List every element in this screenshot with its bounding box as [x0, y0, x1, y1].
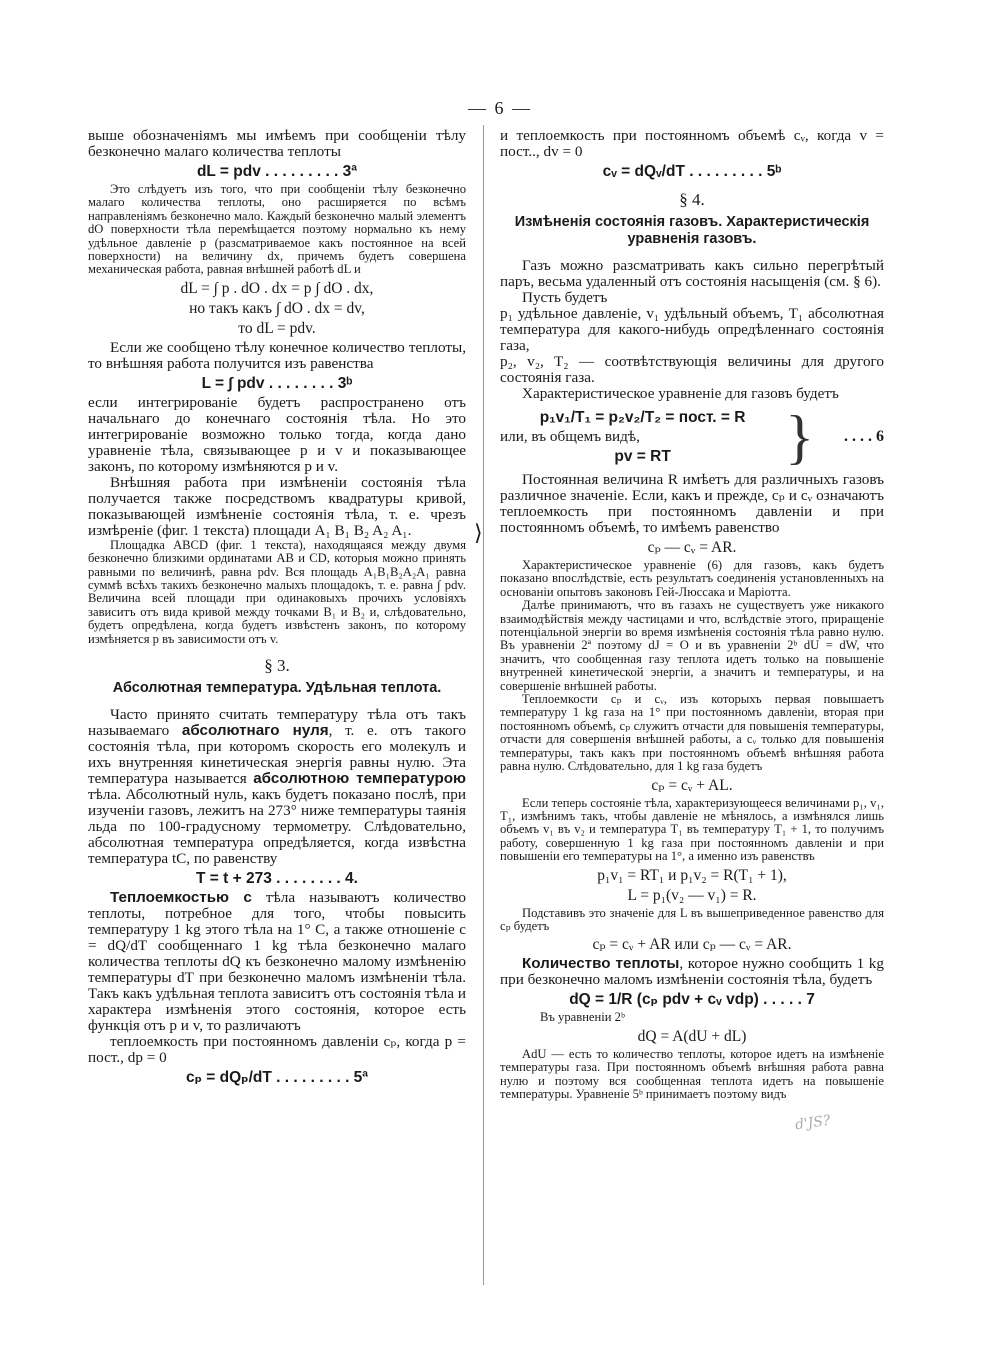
equation: dL = ∫ p . dO . dx = p ∫ dO . dx, [180, 279, 374, 297]
footnote-text: Это слѣдуетъ изъ того, что при сообщеніи тѣлу безконечно малаго количества теплоты, оно расширяется по всѣмъ направленіямъ безконечно мало. Каждый безконечно малый элементъ dO поверхности тѣла перемѣщается поэтому нормально къ нему удѣльное давленіе p (разсматриваемое какъ постоянное на всей поверхности) на величину dx, причемъ будетъ совершена механическая работа, равная внѣшней работѣ dL и [88, 182, 466, 277]
equation: dQ = A(dU + dL) [637, 1027, 747, 1045]
footnote-text: Подставивъ это значеніе для L въ вышеприведенное равенство для cₚ будетъ [500, 905, 884, 933]
equation: то dL = pdv. [238, 319, 316, 337]
paragraph: выше обозначеніямъ мы имѣемъ при сообщеніи тѣлу безконечно малаго количества теплоты [88, 127, 466, 160]
paragraph: Въ уравненіи 2ᵇ [540, 1010, 625, 1025]
column-divider [483, 125, 484, 1285]
paragraph: если интегрированіе будетъ распространено отъ начальнаго до конечнаго состоянія тѣла. Но это интегрированіе возможно только тогда, когда дано уравненіе тѣла, связывающее p и v и показывающее законъ, по которому измѣняются p и v. [88, 393, 466, 475]
equation-6 [500, 406, 884, 468]
paragraph: p₂, v₂, T₂ — соотвѣтствующія величины для другого состоянія газа. [500, 353, 884, 386]
equation-7: dQ = 1/R (cₚ pdv + cᵥ vdp) . . . . . 7 [569, 991, 815, 1009]
paragraph: Часто принято считать температуру тѣла отъ такъ называемаго абсолютнаго нуля, т. е. отъ такого состоянія тѣла, при которомъ скорость его молекулъ и ихъ внутренняя кинетическая энергія равны нулю. Эта температура называется абсолютною температурою тѣла. Абсолютный нуль, какъ будетъ показано послѣ, при изученіи газовъ, лежитъ на 273° ниже температуры таянія льда по 100-градусному термометру. Слѣдовательно, абсолютная температура опредѣляется, когда извѣстна температура tC, по равенству [88, 706, 466, 868]
equation: L = p₁(v₂ — v₁) = R. [627, 886, 757, 904]
paragraph: Газъ можно разсматривать какъ сильно перегрѣтый паръ, весьма удаленный отъ состоянія насыщенія (см. § 6). [500, 257, 884, 290]
section-number: § 4. [679, 190, 705, 209]
equation: cₚ = cᵥ + AL. [651, 776, 733, 794]
left-column [88, 128, 466, 1089]
section-number: § 3. [264, 656, 290, 676]
equation-4: T = t + 273 . . . . . . . . 4. [196, 870, 358, 888]
equation: cₚ = cᵥ + AR или cₚ — cᵥ = AR. [592, 936, 792, 954]
section-title: Измѣненія состоянія газовъ. Характеристическія уравненія газовъ. [514, 214, 870, 247]
paragraph: и теплоемкость при постоянномъ объемѣ cᵥ, когда v = пост.., dv = 0 [500, 127, 884, 160]
paragraph: Характеристическое уравненіе для газовъ будетъ [522, 385, 839, 402]
right-column [500, 128, 884, 1101]
paragraph: p₁ удѣльное давленіе, v₁ удѣльный объемъ, T₁ абсолютная температура для какого-нибудь опредѣленнаго состоянія газа, [500, 305, 884, 354]
equation-6-line1: p₁v₁/T₁ = p₂v₂/T₂ = пост. = R [539, 409, 746, 426]
equation-number: . . . . 6 [844, 428, 884, 445]
footnote-text: Теплоемкости cₚ и cᵥ, изъ которыхъ первая повышаетъ температуру 1 kg газа на 1° при постоянномъ давленіи, вторая при постоянномъ объемѣ, cₚ служитъ отчасти для повышенія температуры, отчасти для совершенія внѣшней работы, а cᵥ только для повышенія температуры, такъ какъ при постоянномъ объемѣ внѣшняя работа равна нулю. Слѣдовательно, для 1 kg газа будетъ [500, 692, 884, 774]
equation-3b: L = ∫ pdv . . . . . . . . 3ᵇ [201, 374, 353, 392]
footnote-text: Далѣе принимаютъ, что въ газахъ не существуетъ уже никакого взаимодѣйствія между частицами и что, вслѣдствіе этого, приращеніе потенціальной энергіи во время измѣненія состоянія тѣла равно нулю. Въ уравненіи 2ª поэтому dJ = O и въ уравненіи 2ᵇ dU = dW, что значитъ, что сообщенная газу теплота идетъ только на повышеніе внутренней кинетической энергіи, а значитъ и температуры, и на совершеніе внѣшней работы. [500, 598, 884, 693]
equation: но такъ какъ ∫ dO . dx = dv, [189, 299, 365, 317]
brace: } [785, 404, 814, 470]
equation-5a: cₚ = dQₚ/dT . . . . . . . . . 5ª [185, 1069, 369, 1087]
paragraph: Внѣшняя работа при измѣненіи состоянія тѣла получается также посредствомъ квадратуры кривой, показывающей измѣненіе состоянія тѣла, т. е. чрезъ измѣреніе (фиг. 1 текста) площади A₁ B₁ B₂ A₂ A₁. [88, 473, 466, 539]
equation-6-text: или, въ общемъ видѣ, [500, 428, 640, 445]
footnote-text: Если теперь состояніе тѣла, характеризующееся величинами p₁, v₁, T₁, измѣнимъ такъ, чтобы давленіе не мѣнялось, а измѣнялся лишь объемъ v₁ въ v₂ и температура T₁ въ температуру T₁ + 1, то получимъ работу, совершенную 1 kg газа при постоянномъ давленіи и при повышеніи его температуры на 1°, а именно изъ равенствъ [500, 795, 884, 864]
section-title: Абсолютная температура. Удѣльная теплота. [112, 680, 442, 697]
page-number: — 6 — [468, 98, 532, 118]
paragraph: Количество теплоты, которое нужно сообщить 1 kg при безконечно маломъ измѣненіи состоянія тѣла, будетъ [500, 955, 884, 989]
equation-3a: dL = pdv . . . . . . . . . 3ª [196, 163, 358, 180]
paragraph: Если же сообщено тѣлу конечное количество теплоты, то внѣшняя работа получится изъ равенства [88, 338, 466, 372]
paragraph: Постоянная величина R имѣетъ для различныхъ газовъ различное значеніе. Если, какъ и прежде, cₚ и cᵥ означаютъ теплоемкость при постоянномъ давленіи и при постоянномъ объемѣ, то имѣемъ равенство [500, 471, 884, 536]
margin-mark: ⟩ [474, 520, 483, 545]
equation-5b: cᵥ = dQᵥ/dT . . . . . . . . . 5ᵇ [602, 163, 782, 180]
footnote-text: Характеристическое уравненіе (6) для газовъ, какъ будетъ показано впослѣдствіе, есть результатъ соединенія установленныхъ на основаніи опытовъ законовъ Гей-Люссака и Маріотта. [500, 558, 884, 599]
handwritten-note: d'JS? [794, 1112, 832, 1134]
equation-6-line2: pv = RT [614, 448, 671, 465]
footnote-text: Площадка ABCD (фиг. 1 текста), находящаяся между двумя безконечно близкими ординатами AB и CD, которыя можно принять равными по величинѣ, равна pdv. Вся площадь A₁B₁B₂A₂A₁ равна суммѣ всѣхъ такихъ безконечно малыхъ площадокъ, т. е. равна ∫ pdv. Величина всей площади при одинаковыхъ прочихъ условіяхъ зависитъ отъ вида кривой между точками B₁ и B₂ и, слѣдовательно, будетъ опредѣлена, когда будетъ извѣстенъ законъ, по которому измѣняется p въ зависимости отъ v. [88, 537, 466, 646]
footnote-text: AdU — есть то количество теплоты, которое идетъ на измѣненіе температуры газа. При постоянномъ объемѣ внѣшняя работа равна нулю и поэтому вся сообщенная теплота идетъ на повышеніе температуры. Уравненіе 5ᵇ принимаетъ поэтому видъ [500, 1046, 884, 1101]
paragraph: теплоемкость при постоянномъ давленіи cₚ, когда p = пост., dp = 0 [88, 1033, 466, 1067]
equation: p₁v₁ = RT₁ и p₁v₂ = R(T₁ + 1), [597, 866, 787, 884]
equation: cₚ — cᵥ = AR. [647, 539, 737, 556]
paragraph: Теплоемкостью c тѣла называютъ количество теплоты, потребное для того, чтобы повысить температуру 1 kg этого тѣла на 1° C, а также отношеніе c = dQ/dT сообщеннаго 1 kg тѣла безконечно малаго количества теплоты dQ къ безконечно малому измѣненію температуры dT при безконечно маломъ измѣненіи тѣла. Такъ какъ удѣльная теплота зависитъ отъ состоянія тѣла и характера измѣненія этого состоянія, которое есть функція отъ p и v, то различаютъ [88, 889, 466, 1035]
paragraph: Пусть будетъ [522, 289, 608, 306]
